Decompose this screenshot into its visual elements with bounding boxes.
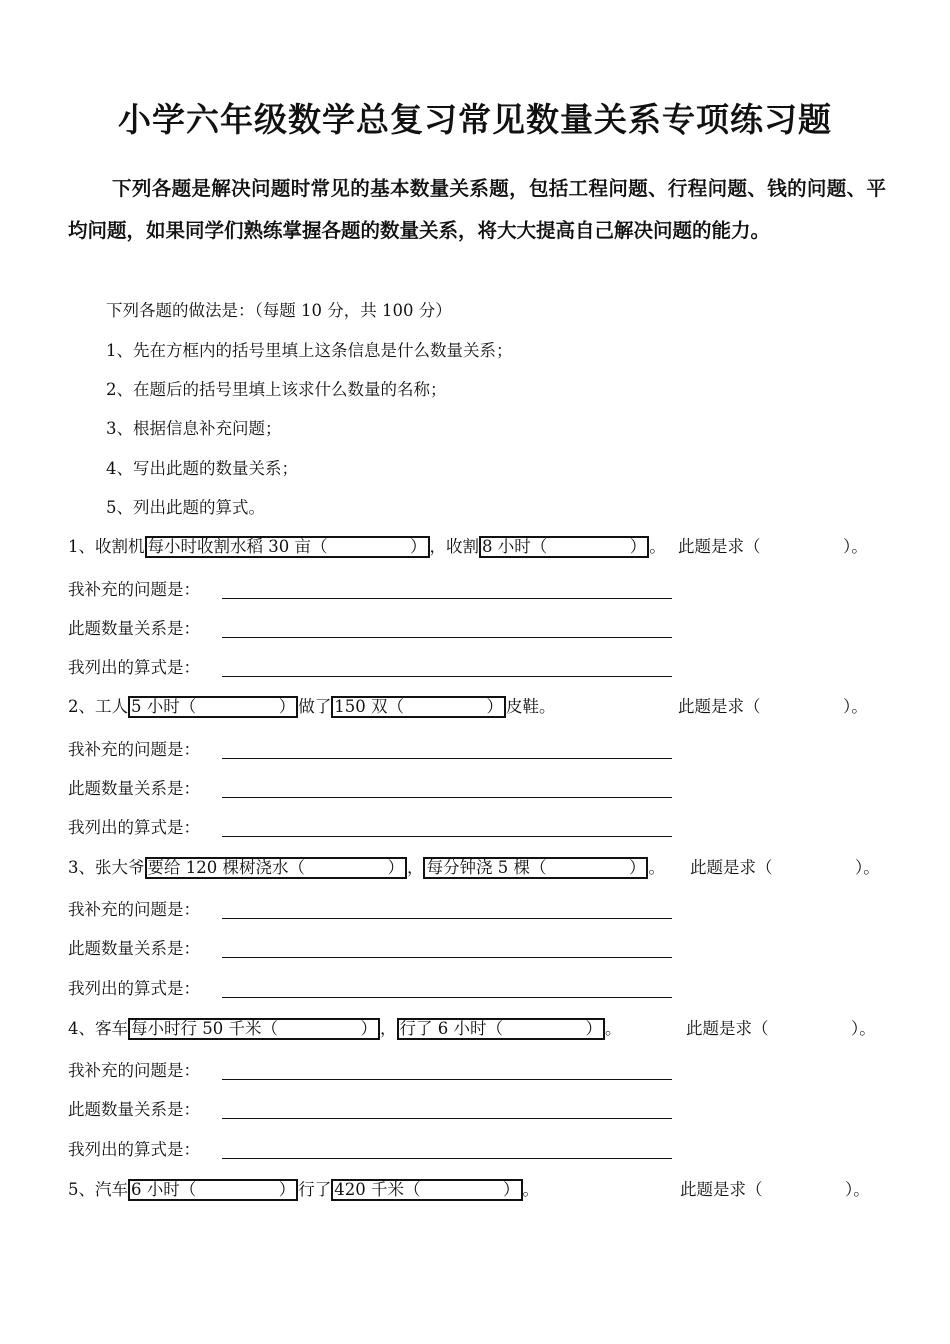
- problem-2: [68, 696, 556, 718]
- info-box-2[interactable]: 420 千米（ ）: [331, 1179, 522, 1201]
- info-box-2[interactable]: 150 双（ ）: [331, 696, 506, 718]
- problem-suffix: 。: [648, 858, 665, 877]
- formula-label: 我列出的算式是：: [68, 818, 200, 837]
- problem-1: [68, 536, 666, 558]
- intro-paragraph: 下列各题是解决问题时常见的基本数量关系题，包括工程问题、行程问题、钱的问题、平均问题，如果同学们熟练掌握各题的数量关系，将大大提高自己解决问题的能力。: [68, 177, 886, 242]
- relation-answer-line[interactable]: [222, 1118, 672, 1119]
- problem-connector: 做了: [298, 697, 332, 716]
- problem-connector: ，: [406, 858, 424, 877]
- ask-blank-5[interactable]: 此题是求（ ）。: [680, 1180, 870, 1199]
- problem-prefix: 5、汽车: [68, 1180, 128, 1199]
- relation-answer-line[interactable]: [222, 637, 672, 638]
- problem-prefix: 2、工人: [68, 697, 128, 716]
- problem-suffix: 。: [649, 537, 666, 556]
- problem-connector: ，: [380, 1019, 397, 1038]
- question-label: 我补充的问题是：: [68, 740, 200, 759]
- formula-answer-line[interactable]: [222, 836, 672, 837]
- problem-prefix: 1、收割机: [68, 537, 145, 556]
- question-answer-line[interactable]: [222, 758, 672, 759]
- info-box-2[interactable]: 行了 6 小时（ ）: [397, 1018, 606, 1040]
- question-answer-line[interactable]: [222, 598, 672, 599]
- problem-suffix: 皮鞋。: [506, 697, 556, 716]
- problem-5: [68, 1179, 539, 1201]
- problem-connector: ，收割: [429, 537, 479, 556]
- instruction-step-5: 5、列出此题的算式。: [106, 498, 265, 517]
- instruction-step-1: 1、先在方框内的括号里填上这条信息是什么数量关系；: [106, 341, 513, 360]
- info-box-1[interactable]: 每小时行 50 千米（ ）: [128, 1018, 380, 1040]
- relation-label: 此题数量关系是：: [68, 1100, 200, 1119]
- formula-label: 我列出的算式是：: [68, 1140, 200, 1159]
- question-label: 我补充的问题是：: [68, 1061, 200, 1080]
- formula-answer-line[interactable]: [222, 1158, 672, 1159]
- relation-label: 此题数量关系是：: [68, 619, 200, 638]
- problem-prefix: 3、张大爷: [68, 858, 145, 877]
- problem-connector: 行了: [298, 1180, 332, 1199]
- relation-label: 此题数量关系是：: [68, 779, 200, 798]
- formula-label: 我列出的算式是：: [68, 979, 200, 998]
- instruction-step-4: 4、写出此题的数量关系；: [106, 459, 298, 478]
- formula-answer-line[interactable]: [222, 676, 672, 677]
- question-label: 我补充的问题是：: [68, 580, 200, 599]
- problem-suffix: 。: [605, 1019, 622, 1038]
- ask-blank-3[interactable]: 此题是求（ ）。: [690, 858, 880, 877]
- info-box-1[interactable]: 5 小时（ ）: [128, 696, 298, 718]
- info-box-1[interactable]: 要给 120 棵树浇水（ ）: [145, 857, 407, 879]
- info-box-2[interactable]: 每分钟浇 5 棵（ ）: [423, 857, 648, 879]
- relation-answer-line[interactable]: [222, 957, 672, 958]
- page-title: 小学六年级数学总复习常见数量关系专项练习题: [118, 100, 832, 139]
- info-box-2[interactable]: 8 小时（ ）: [479, 536, 649, 558]
- formula-answer-line[interactable]: [222, 997, 672, 998]
- ask-blank-4[interactable]: 此题是求（ ）。: [686, 1019, 876, 1038]
- question-answer-line[interactable]: [222, 1079, 672, 1080]
- question-answer-line[interactable]: [222, 918, 672, 919]
- ask-blank-1[interactable]: 此题是求（ ）。: [678, 537, 868, 556]
- formula-label: 我列出的算式是：: [68, 658, 200, 677]
- info-box-1[interactable]: 每小时收割水稻 30 亩（ ）: [145, 536, 430, 558]
- instructions-header: 下列各题的做法是：（每题 10 分，共 100 分）: [106, 301, 452, 320]
- relation-answer-line[interactable]: [222, 797, 672, 798]
- problem-suffix: 。: [522, 1180, 539, 1199]
- info-box-1[interactable]: 6 小时（ ）: [128, 1179, 298, 1201]
- instruction-step-2: 2、在题后的括号里填上该求什么数量的名称；: [106, 380, 447, 399]
- problem-4: [68, 1018, 622, 1040]
- problem-3: [68, 857, 665, 879]
- relation-label: 此题数量关系是：: [68, 939, 200, 958]
- problem-prefix: 4、客车: [68, 1019, 128, 1038]
- question-label: 我补充的问题是：: [68, 900, 200, 919]
- instruction-step-3: 3、根据信息补充问题；: [106, 419, 282, 438]
- ask-blank-2[interactable]: 此题是求（ ）。: [678, 697, 868, 716]
